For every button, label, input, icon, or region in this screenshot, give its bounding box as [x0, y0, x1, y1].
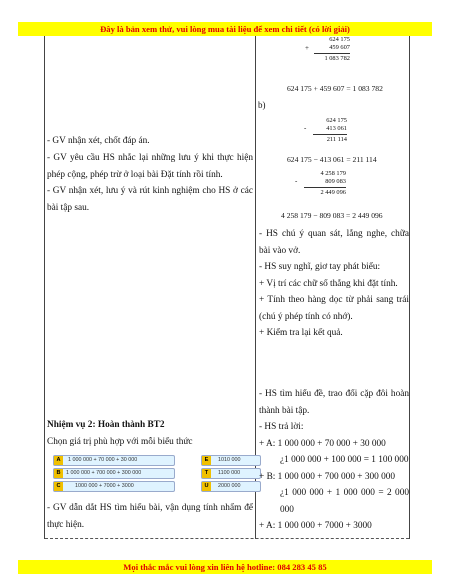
plus-sign: + [305, 44, 309, 52]
table-bottom-dashed [45, 538, 409, 539]
teacher-notes [47, 133, 253, 217]
result: 1 083 782 [324, 55, 350, 62]
student-responses [259, 226, 409, 342]
note-3: - GV nhận xét, lưu ý và rút kinh nghiệm cho HS ở các bài tập sau. [47, 186, 253, 214]
option-expr-a: 1 000 000 + 70 000 + 30 000 [68, 457, 138, 463]
answer-c: + A: 1 000 000 + 7000 + 3000 [259, 521, 372, 531]
operand-2: 413 061 [326, 125, 347, 132]
equation-2: 624 175 − 413 061 = 211 114 [287, 155, 377, 164]
result: 211 114 [326, 136, 347, 143]
column-subtraction-1 [304, 117, 347, 144]
option-expr-c: 1000 000 + 7000 + 3000 [75, 483, 134, 489]
option-badge-t: T [202, 469, 211, 478]
option-expr-b: 1 000 000 + 700 000 + 300 000 [66, 470, 142, 476]
option-badge-a: A [54, 456, 63, 465]
resp-2: - HS suy nghĩ, giơ tay phát biểu: [259, 262, 381, 272]
option-value-t: 1100 000 [218, 470, 241, 476]
operand-2: 809 083 [325, 178, 346, 185]
option-badge-c: C [54, 482, 63, 491]
option-badge-b: B [54, 469, 63, 478]
preview-notice: Đây là bản xem thử, vui lòng mua tài liệu để xem chi tiết (có lời giải) [100, 24, 350, 34]
resp-4: + Tính theo hàng dọc từ phải sang trái (chú ý phép tính có nhớ). [259, 295, 409, 322]
minus-sign: - [304, 124, 307, 132]
resp-7: - HS trả lời: [259, 422, 304, 432]
resp-6: - HS tìm hiểu đề, trao đổi cặp đôi hoàn thành bài tập. [259, 389, 409, 416]
part-b-label: b) [258, 100, 266, 110]
task-2-responses [259, 386, 409, 535]
option-value-u: 2000 000 [218, 483, 241, 489]
column-subtraction-2 [295, 170, 346, 197]
teacher-note-4 [47, 500, 253, 534]
operand-1: 4 258 179 [320, 170, 346, 177]
note-1: - GV nhận xét, chốt đáp án. [47, 136, 150, 146]
option-badge-u: U [202, 482, 211, 491]
options-image [53, 455, 259, 499]
equation-1: 624 175 + 459 607 = 1 083 782 [287, 84, 383, 93]
operand-1: 624 175 [326, 117, 347, 124]
answer-b-cont: ¿1 000 000 + 1 000 000 = 2 000 000 [280, 488, 409, 515]
hotline-footer: Mọi thắc mắc vui lòng xin liên hệ hotline: 084 283 45 85 [123, 562, 327, 572]
task-description: Chọn giá trị phù hợp với mỗi biểu thức [47, 436, 193, 447]
resp-3: + Vị trí các chữ số thẳng khi đặt tính. [259, 278, 398, 289]
operand-1: 624 175 [329, 36, 350, 43]
task-2-block [47, 417, 253, 451]
option-badge-e: E [202, 456, 211, 465]
equation-3: 4 258 179 − 809 083 = 2 449 096 [281, 211, 383, 220]
resp-5: + Kiểm tra lại kết quả. [259, 328, 343, 338]
note-4: - GV dẫn dắt HS tìm hiểu bài, vận dụng tính nhẩm để thực hiện. [47, 503, 253, 530]
resp-1: - HS chú ý quan sát, lắng nghe, chữa bài vào vở. [259, 229, 409, 256]
result: 2 449 096 [320, 189, 346, 196]
minus-sign: - [295, 177, 298, 185]
note-2: - GV yêu cầu HS nhắc lại những lưu ý khi thực hiện phép cộng, phép trừ ở loại bài Đặt tính rồi tính. [47, 152, 253, 180]
column-addition [305, 36, 350, 63]
answer-b: + B: 1 000 000 + 700 000 + 300 000 [259, 471, 396, 482]
operand-2: 459 607 [329, 44, 350, 51]
option-value-e: 1010 000 [218, 457, 241, 463]
answer-a: + A: 1 000 000 + 70 000 + 30 000 [259, 438, 386, 449]
task-title: Nhiệm vụ 2: Hoàn thành BT2 [47, 420, 165, 430]
answer-a-cont: ¿1 000 000 + 100 000 = 1 100 000 [280, 455, 409, 465]
